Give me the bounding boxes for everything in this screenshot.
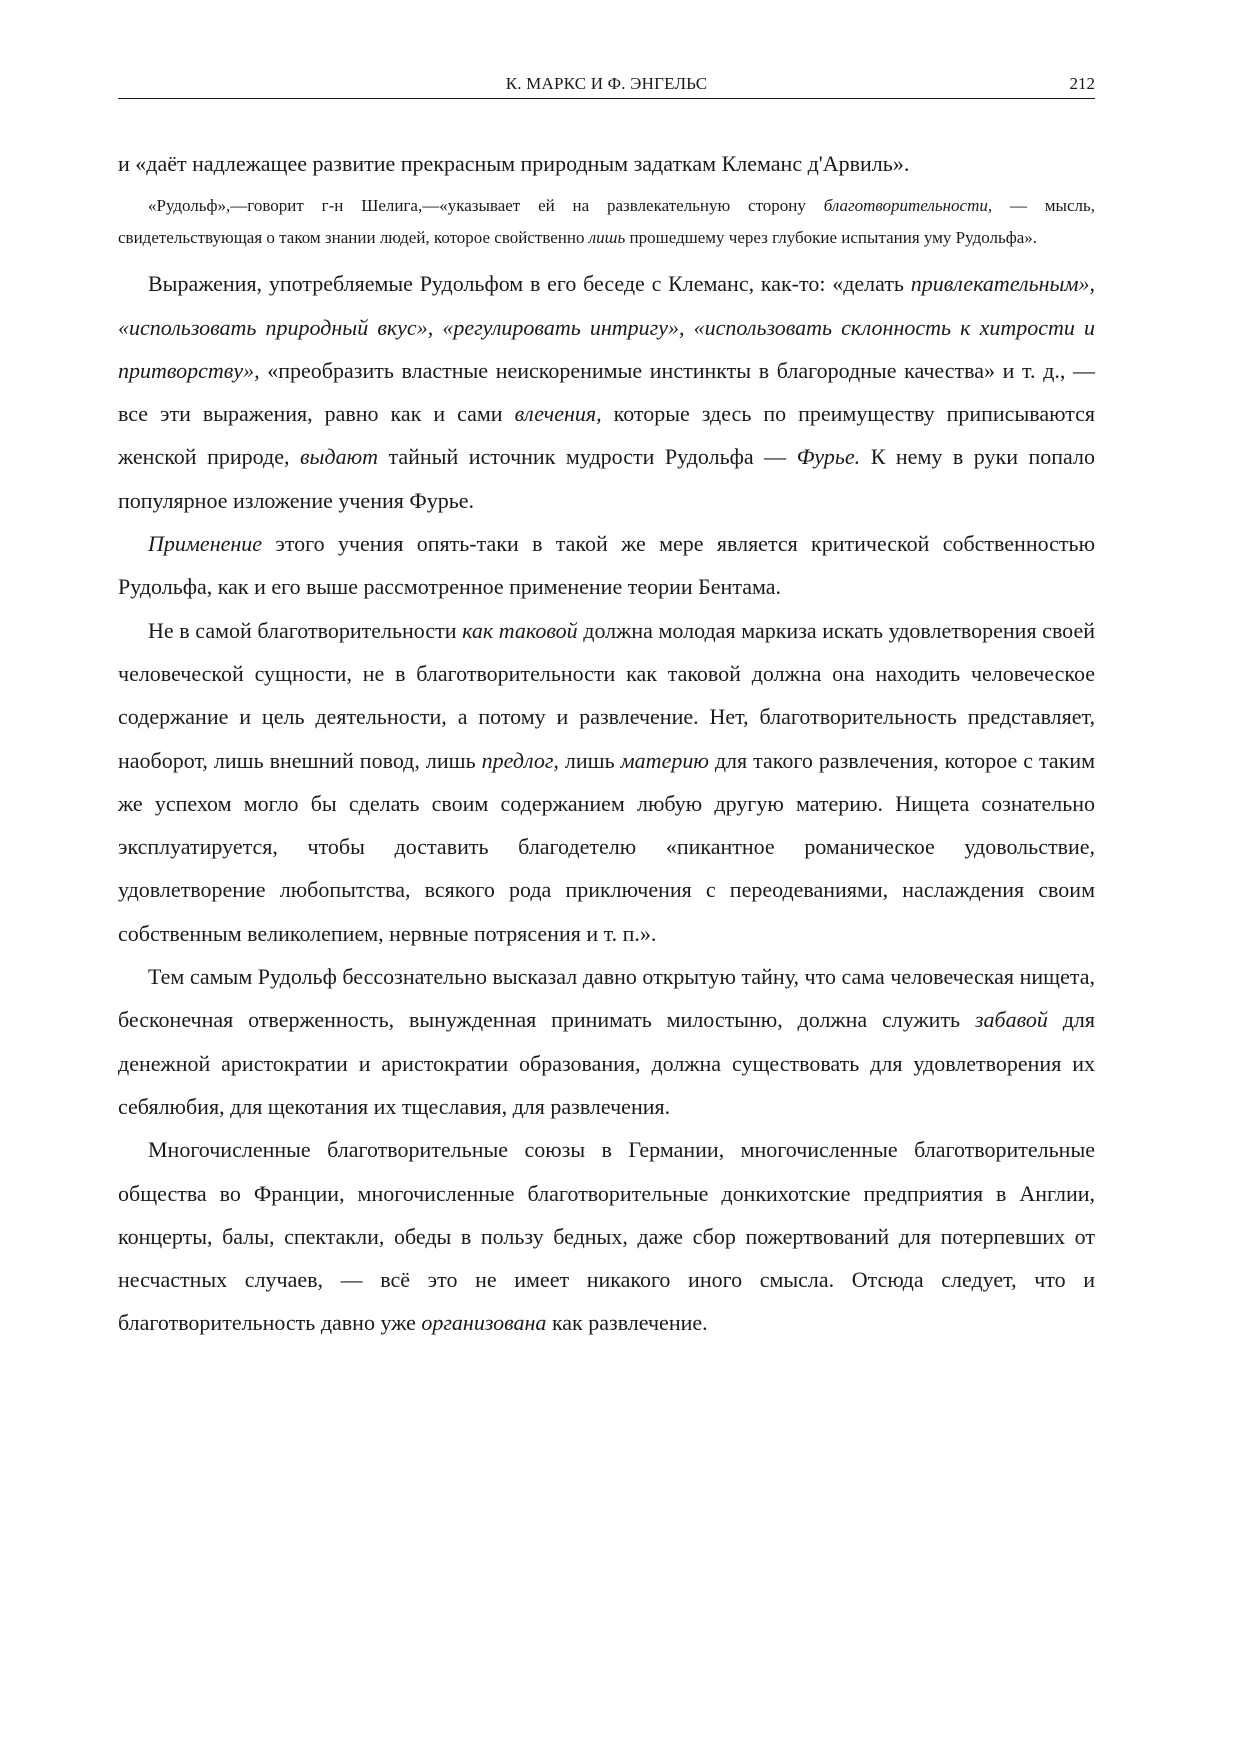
body-text	[118, 142, 1095, 1345]
paragraph-application	[118, 522, 1095, 609]
italic-run: Применение	[148, 531, 263, 557]
block-quote	[118, 190, 1095, 254]
text-run: Выражения, употребляемые Рудольфом в его беседе с Клеманс, как-то: «делать	[148, 271, 911, 297]
paragraph-intro	[118, 142, 1095, 185]
page-number: 212	[1069, 74, 1095, 93]
paragraph-charity-unions	[118, 1128, 1095, 1344]
paragraph-fourier-expressions	[118, 262, 1095, 522]
paragraph-secret	[118, 955, 1095, 1128]
italic-run: привлекательным», «использовать природный вкус», «регулировать интригу», «использовать склонность к хитрости и притворству»,	[118, 271, 1095, 383]
text-run: тайный источник мудрости Рудольфа —	[377, 444, 797, 470]
text-run: — мысль, свидетельствующая о таком знании людей, которое свойственно	[118, 196, 1095, 248]
italic-run: выдают	[300, 444, 378, 470]
italic-run: предлог,	[481, 747, 559, 773]
italic-run: влечения,	[514, 401, 602, 427]
text-run: и «даёт надлежащее развитие прекрасным природным задаткам Клеманс д'Арвиль».	[118, 151, 910, 176]
italic-run: организована	[421, 1310, 547, 1336]
text-run: «преобразить властные неискоренимые инстинкты в благородные качества» и т. д., — все эти выражения, равно как и сами	[118, 357, 1095, 427]
header-title: К. МАРКС И Ф. ЭНГЕЛЬС	[505, 74, 708, 93]
text-run: К нему в руки попало популярное изложение учения Фурье.	[118, 444, 1095, 513]
text-run: для такого развлечения, которое с таким же успехом могло бы сделать своим содержанием любую другую материю. Нищета сознательно эксплуатируется, чтобы доставить благодетелю «пикантное романическое удовольствие, удовлетворение любопытства, всякого рода приключения с переодеваниями, наслаждения своим собственным великолепием, нервные потрясения и т. п.».	[118, 747, 1096, 946]
text-run: лишь	[558, 747, 621, 773]
italic-run: благотворительности,	[823, 196, 993, 216]
italic-run: забавой	[974, 1007, 1048, 1033]
text-run: этого учения опять-таки в такой же мере является критической собственностью Рудольфа, как и его выше рассмотренное применение теории Бентама.	[118, 531, 1095, 600]
paragraph-charity-amusement	[118, 609, 1095, 955]
text-run: Тем самым Рудольф бессознательно высказал давно открытую тайну, что сама человеческая нищета, бесконечная отверженность, вынужденная принимать милостыню, должна служить	[118, 964, 1095, 1033]
text-run: должна молодая маркиза искать удовлетворения своей человеческой сущности, не в благотворительности как таковой должна она находить человеческое содержание и цель деятельности, а потому и развлечение. Нет, благотворительность представляет, наоборот, лишь внешний повод, лишь	[118, 617, 1095, 773]
text-run: Многочисленные благотворительные союзы в Германии, многочисленные благотворительные общества во Франции, многочисленные благотворительные донкихотские предприятия в Англии, концерты, балы, спектакли, обеды в пользу бедных, даже сбор пожертвований для потерпевших от несчастных случаев, — всё это не имеет никакого иного смысла. Отсюда следует, что и благотворительность давно уже	[118, 1137, 1095, 1336]
text-run: Не в самой благотворительности	[148, 617, 463, 643]
text-run: которые здесь по преимуществу приписываются женской природе,	[118, 401, 1095, 470]
italic-run: материю	[620, 747, 709, 773]
text-run: «Рудольф»,—говорит г-н Шелига,—«указывает ей на развлекательную сторону	[148, 196, 824, 216]
italic-run: Фурье.	[796, 444, 861, 470]
text-run: прошедшему через глубокие испытания уму Рудольфа».	[625, 228, 1038, 248]
italic-run: лишь	[588, 228, 626, 248]
text-run: как развлечение.	[546, 1310, 708, 1336]
running-header	[118, 74, 1095, 99]
italic-run: как таковой	[462, 617, 578, 643]
text-run: для денежной аристократии и аристократии образования, должна существовать для удовлетворения их себялюбия, для щекотания их тщеславия, для развлечения.	[118, 1007, 1095, 1119]
